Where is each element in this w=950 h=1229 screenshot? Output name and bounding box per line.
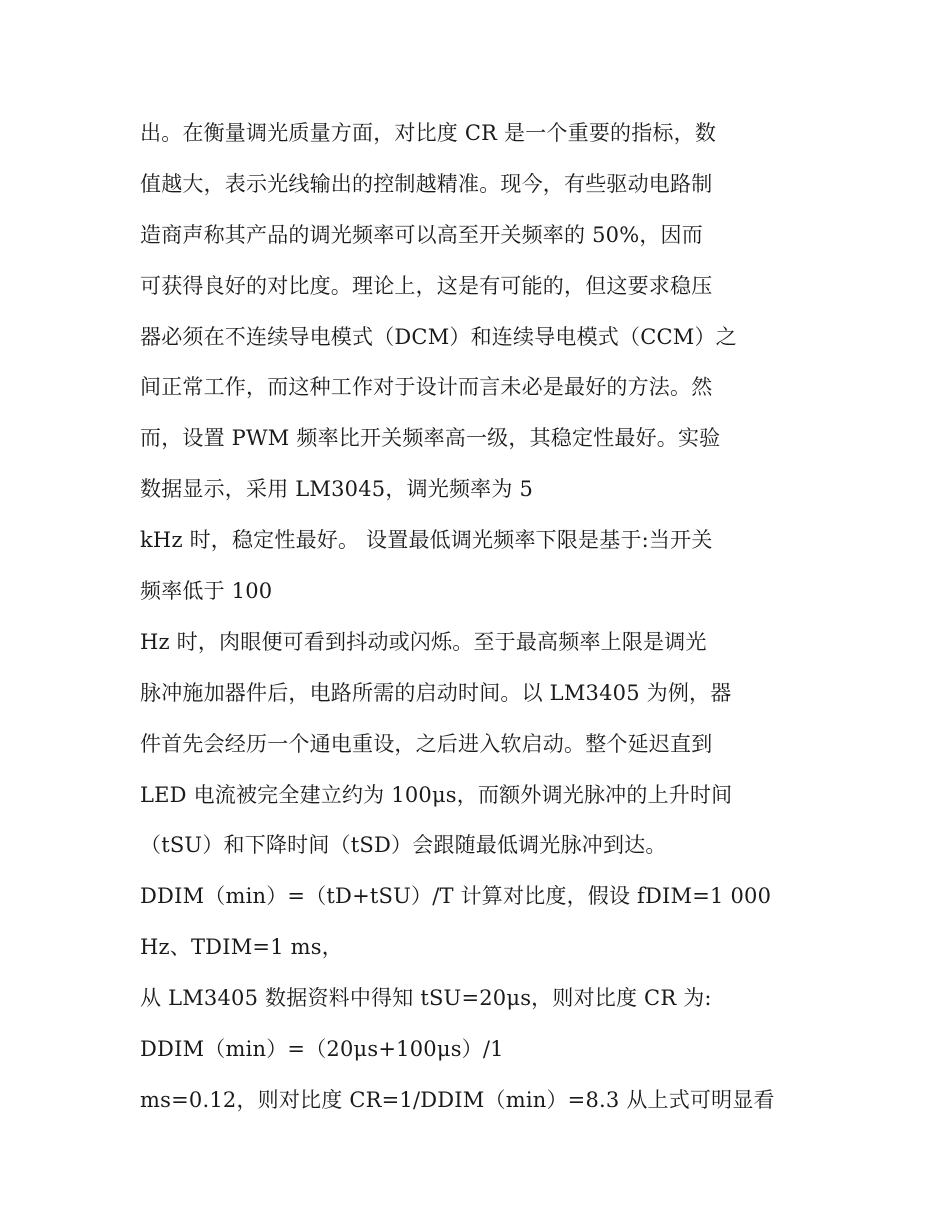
text-line: 值越大，表示光线输出的控制越精准。现今，有些驱动电路制 (140, 171, 713, 196)
text-line: kHz 时，稳定性最好。 设置最低调光频率下限是基于:当开关 (140, 528, 713, 553)
text-line: Hz、TDIM=1 ms， (140, 935, 343, 960)
text-line: 从 LM3405 数据资料中得知 tSU=20μs，则对比度 CR 为: (140, 986, 712, 1011)
text-line: 数据显示，采用 LM3045，调光频率为 5 (140, 477, 534, 502)
text-line: 频率低于 100 (140, 579, 273, 604)
text-line: LED 电流被完全建立约为 100μs，而额外调光脉冲的上升时间 (140, 782, 733, 807)
body-text (140, 108, 830, 1126)
text-line: 出。在衡量调光质量方面，对比度 CR 是一个重要的指标，数 (140, 121, 717, 145)
text-line: 件首先会经历一个通电重设，之后进入软启动。整个延迟直到 (140, 731, 713, 756)
text-line: 间正常工作，而这种工作对于设计而言未必是最好的方法。然 (140, 375, 713, 400)
text-line: ms=0.12，则对比度 CR=1/DDIM（min）=8.3 从上式可明显看 (140, 1087, 775, 1112)
text-line: 可获得良好的对比度。理论上，这是有可能的，但这要求稳压 (140, 273, 713, 298)
text-line: 造商声称其产品的调光频率可以高至开关频率的 50%，因而 (140, 222, 703, 247)
text-line: Hz 时，肉眼便可看到抖动或闪烁。至于最高频率上限是调光 (140, 629, 707, 654)
text-line: （tSU）和下降时间（tSD）会跟随最低调光脉冲到达。 (140, 833, 667, 858)
text-line: DDIM（min）=（tD+tSU）/T 计算对比度，假设 fDIM=1 000 (140, 884, 772, 909)
text-line: DDIM（min）=（20μs+100μs）/1 (140, 1037, 504, 1062)
text-line: 而，设置 PWM 频率比开关频率高一级，其稳定性最好。实验 (140, 426, 721, 451)
text-line: 器必须在不连续导电模式（DCM）和连续导电模式（CCM）之 (140, 324, 737, 349)
text-line: 脉冲施加器件后，电路所需的启动时间。以 LM3405 为例，器 (140, 680, 732, 705)
